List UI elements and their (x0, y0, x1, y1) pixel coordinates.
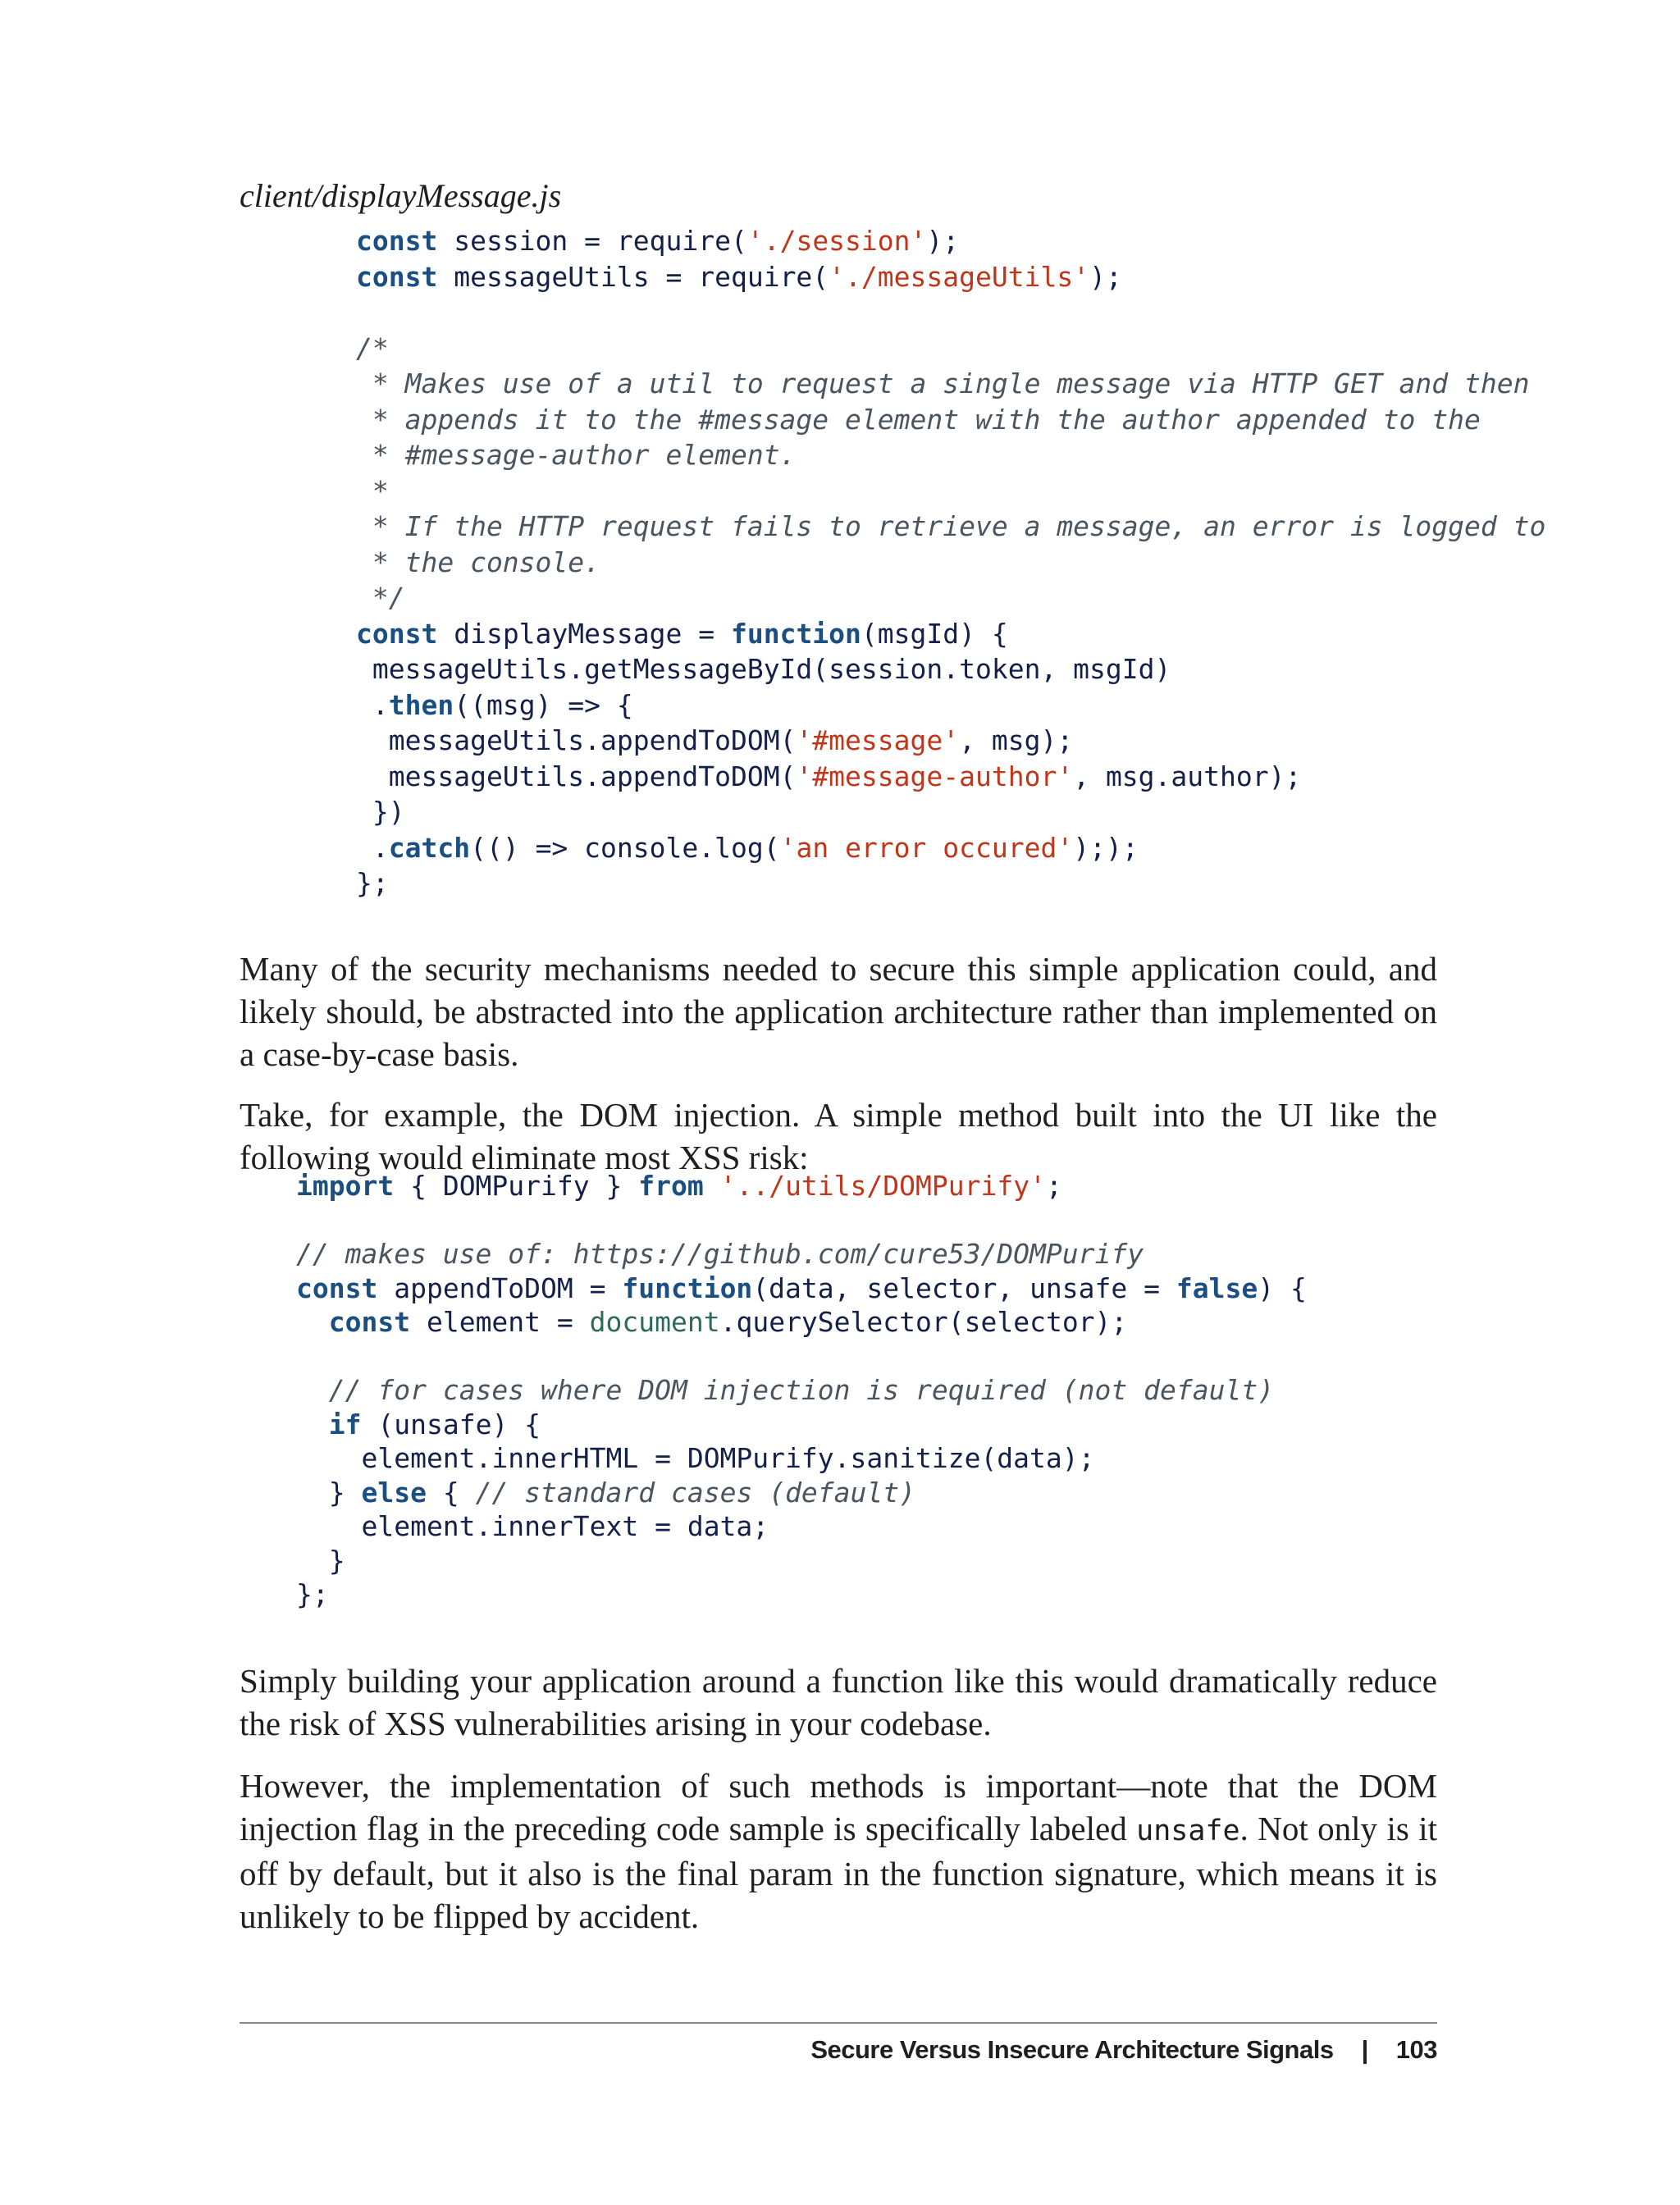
code-text: ); (926, 225, 960, 257)
footer-separator: | (1361, 2035, 1368, 2064)
code-text: (() => console.log( (470, 831, 780, 864)
code-keyword: import (296, 1170, 395, 1202)
code-text: (msgId) { messageUtils.getMessageById(session.token, msgId) . (372, 617, 1171, 721)
code-keyword: function (622, 1271, 753, 1304)
code-text: , msg); messageUtils.appendToDOM( (388, 724, 1074, 792)
code-keyword: const (356, 617, 438, 650)
code-keyword: if (328, 1408, 362, 1440)
paragraph-text: . Not only is it off by default, but it also is the final param in the function signature, which means it is unlikely to be flipped by accident. (240, 1810, 1437, 1935)
code-text: (data, selector, unsafe = (752, 1271, 1176, 1304)
code-comment: // for cases where DOM injection is required (not default) (328, 1374, 1275, 1406)
code-string: '#message' (796, 724, 960, 756)
code-block-display-message (356, 223, 1545, 902)
code-keyword: const (356, 225, 438, 257)
page-number: 103 (1395, 2035, 1437, 2064)
code-text: messageUtils = require( (437, 260, 829, 293)
code-text: ((msg) => { messageUtils.appendToDOM( (388, 688, 797, 756)
code-string: './messageUtils' (829, 260, 1090, 293)
paragraph-reduce-risk: Simply building your application around a function like this would dramatically reduce the risk of XSS vulnerabilities arising in your codebase. (240, 1662, 1437, 1742)
code-keyword: const (356, 260, 438, 293)
code-caption: client/displayMessage.js (240, 177, 562, 214)
code-keyword: else (361, 1476, 427, 1509)
code-string: 'an error occured' (779, 831, 1074, 864)
code-text: );); }; (356, 831, 1139, 899)
code-text: { DOMPurify } (394, 1170, 639, 1202)
code-text: (unsafe) { element.innerHTML = DOMPurify.sanitize(data); } (328, 1408, 1095, 1509)
inline-code: unsafe (1136, 1815, 1240, 1847)
code-text: ) { (1258, 1271, 1307, 1304)
code-block-append-to-dom (296, 1169, 1307, 1612)
code-string: '../utils/DOMPurify' (719, 1170, 1046, 1202)
code-comment: /* * Makes use of a util to request a single message via HTTP GET and then * appends it to the #message element with the author appended to the * #message-author element. * * If the HTTP request fails to retrieve a message, an error is logged to * the console. */ (356, 331, 1546, 614)
code-keyword: function (730, 617, 861, 650)
code-keyword: then (388, 688, 454, 721)
code-text: ); (1089, 260, 1122, 293)
code-comment: // standard cases (default) (475, 1476, 916, 1509)
paragraph-text: However, the implementation of such methods is important—note that the DOM injection flag in the preceding code sample is specifically labeled (240, 1767, 1437, 1847)
code-keyword: const (328, 1306, 411, 1338)
code-keyword: from (638, 1170, 704, 1202)
code-string: '#message-author' (796, 760, 1074, 792)
code-text: element = (410, 1306, 590, 1338)
code-text: ; (1045, 1170, 1062, 1202)
code-text: .querySelector(selector); (719, 1306, 1128, 1338)
code-text: appendToDOM = (377, 1271, 623, 1304)
page-footer (810, 2029, 1437, 2070)
paragraph-implementation (240, 1764, 1437, 1938)
code-text: , msg.author); }) . (372, 760, 1302, 864)
code-text: { (426, 1476, 476, 1509)
code-text: displayMessage = (437, 617, 731, 650)
code-keyword: catch (388, 831, 471, 864)
code-keyword: false (1176, 1271, 1258, 1304)
paragraph-architecture: Many of the security mechanisms needed to secure this simple application could, and likely should, be abstracted into the application architecture rather than implemented on a case-by-case basis. (240, 950, 1437, 1073)
code-text: element.innerText = data; } }; (296, 1510, 769, 1610)
code-text: session = require( (437, 225, 747, 257)
code-builtin: document (589, 1306, 720, 1338)
footer-rule (240, 2022, 1437, 2024)
footer-section-title: Secure Versus Insecure Architecture Signals (810, 2035, 1334, 2064)
paragraph-dom-injection: Take, for example, the DOM injection. A simple method built into the UI like the following would eliminate most XSS risk: (240, 1096, 1437, 1176)
code-comment: // makes use of: https://github.com/cure53/DOMPurify (296, 1238, 1144, 1270)
code-string: './session' (746, 225, 927, 257)
code-keyword: const (296, 1271, 378, 1304)
